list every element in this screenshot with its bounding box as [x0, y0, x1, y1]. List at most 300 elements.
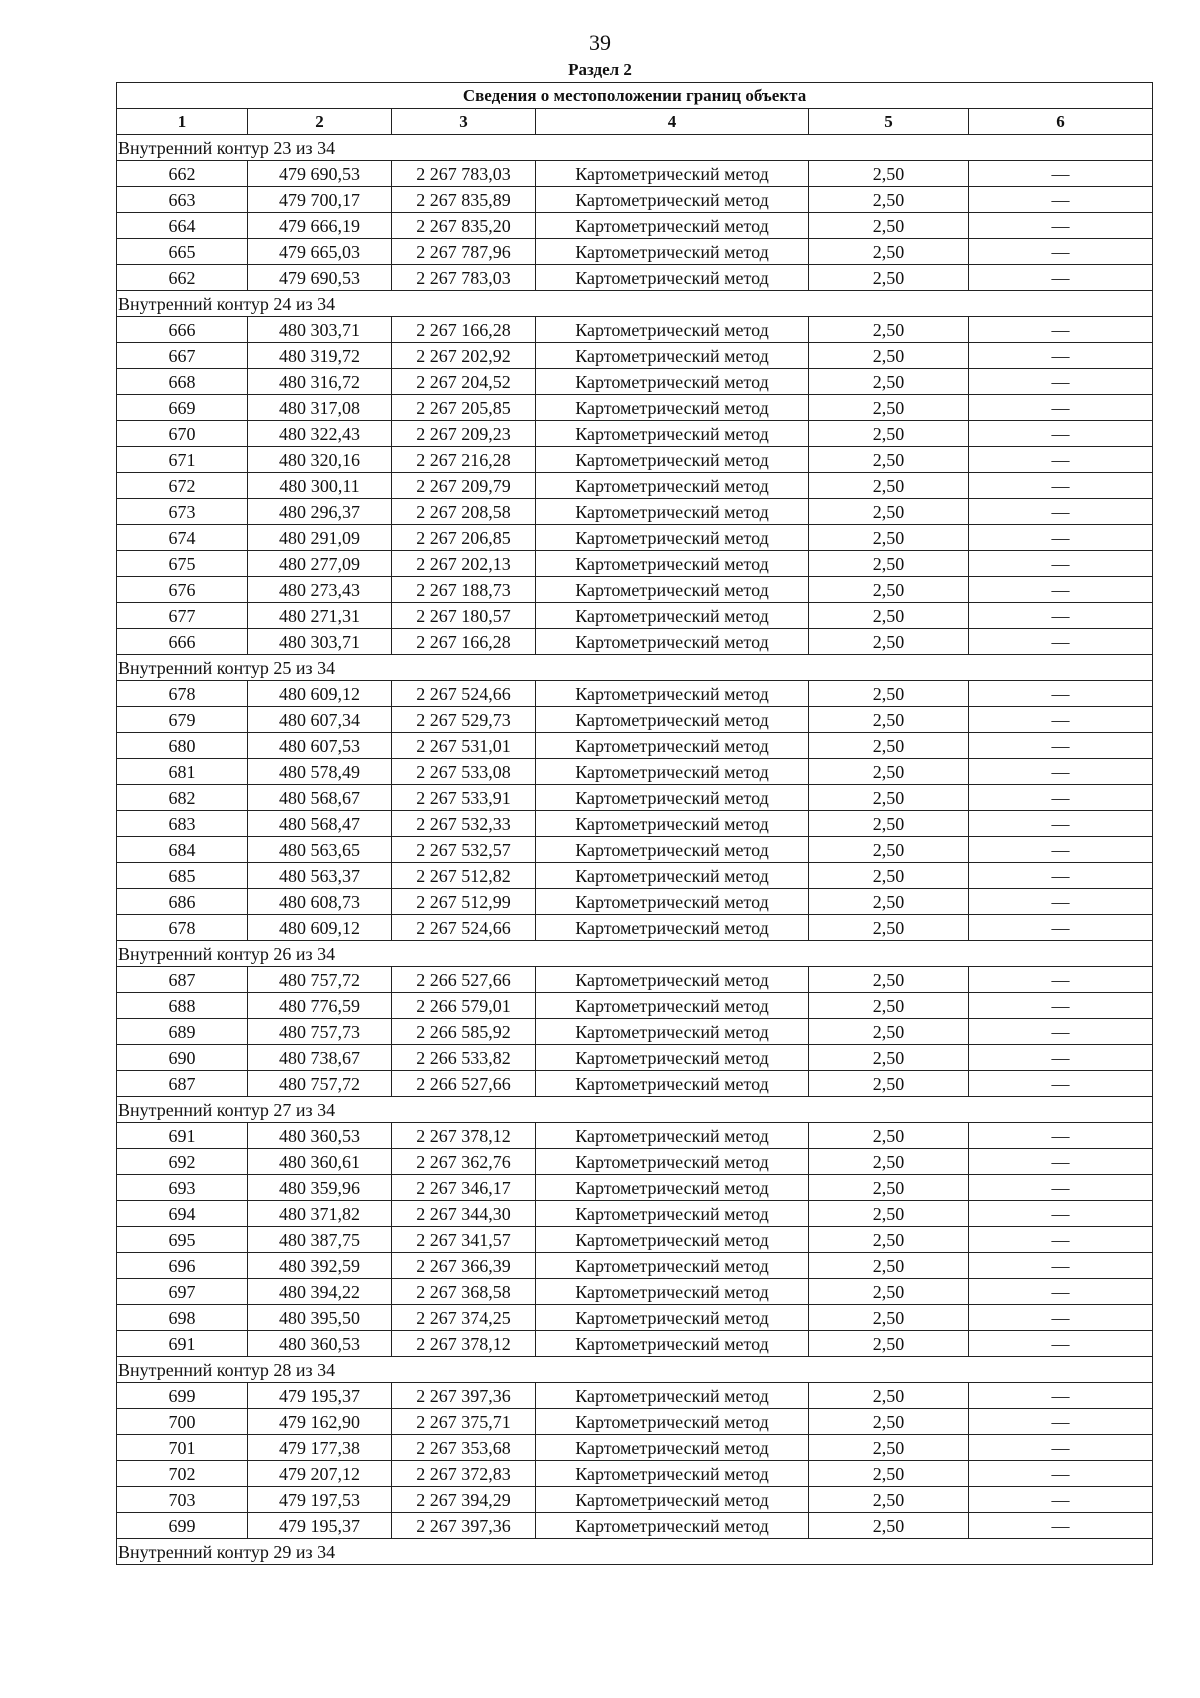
point-number-cell: 688: [117, 993, 248, 1019]
contour-header-row: [117, 1357, 1153, 1383]
method-cell: Картометрический метод: [536, 1149, 809, 1175]
point-number-cell: 703: [117, 1487, 248, 1513]
accuracy-cell: 2,50: [809, 447, 969, 473]
y-coordinate-cell: 2 267 532,33: [392, 811, 536, 837]
point-number-cell: 694: [117, 1201, 248, 1227]
y-coordinate-cell: 2 267 341,57: [392, 1227, 536, 1253]
x-coordinate-cell: 480 757,72: [248, 1071, 392, 1097]
description-cell: —: [969, 1045, 1153, 1071]
description-cell: —: [969, 161, 1153, 187]
x-coordinate-cell: 480 300,11: [248, 473, 392, 499]
description-cell: —: [969, 1253, 1153, 1279]
method-cell: Картометрический метод: [536, 759, 809, 785]
method-cell: Картометрический метод: [536, 863, 809, 889]
x-coordinate-cell: 479 197,53: [248, 1487, 392, 1513]
y-coordinate-cell: 2 266 579,01: [392, 993, 536, 1019]
point-number-cell: 669: [117, 395, 248, 421]
table-row: [117, 811, 1153, 837]
point-number-cell: 696: [117, 1253, 248, 1279]
x-coordinate-cell: 479 162,90: [248, 1409, 392, 1435]
description-cell: —: [969, 1409, 1153, 1435]
table-row: [117, 1461, 1153, 1487]
table-row: [117, 1513, 1153, 1539]
y-coordinate-cell: 2 266 527,66: [392, 1071, 536, 1097]
accuracy-cell: 2,50: [809, 1227, 969, 1253]
description-cell: —: [969, 1383, 1153, 1409]
x-coordinate-cell: 480 607,34: [248, 707, 392, 733]
table-row: [117, 759, 1153, 785]
x-coordinate-cell: 479 207,12: [248, 1461, 392, 1487]
accuracy-cell: 2,50: [809, 629, 969, 655]
point-number-cell: 683: [117, 811, 248, 837]
accuracy-cell: 2,50: [809, 993, 969, 1019]
table-row: [117, 967, 1153, 993]
y-coordinate-cell: 2 267 529,73: [392, 707, 536, 733]
method-cell: Картометрический метод: [536, 265, 809, 291]
contour-label: Внутренний контур 24 из 34: [117, 291, 1153, 317]
description-cell: —: [969, 395, 1153, 421]
x-coordinate-cell: 480 392,59: [248, 1253, 392, 1279]
table-row: [117, 213, 1153, 239]
description-cell: —: [969, 343, 1153, 369]
method-cell: Картометрический метод: [536, 837, 809, 863]
accuracy-cell: 2,50: [809, 785, 969, 811]
table-row: [117, 1279, 1153, 1305]
description-cell: —: [969, 1175, 1153, 1201]
table-row: [117, 499, 1153, 525]
contour-label: Внутренний контур 29 из 34: [117, 1539, 1153, 1565]
accuracy-cell: 2,50: [809, 395, 969, 421]
accuracy-cell: 2,50: [809, 1045, 969, 1071]
description-cell: —: [969, 1227, 1153, 1253]
x-coordinate-cell: 480 360,61: [248, 1149, 392, 1175]
accuracy-cell: 2,50: [809, 1461, 969, 1487]
table-title-row: [117, 83, 1153, 109]
x-coordinate-cell: 480 360,53: [248, 1331, 392, 1357]
method-cell: Картометрический метод: [536, 1227, 809, 1253]
y-coordinate-cell: 2 267 374,25: [392, 1305, 536, 1331]
table-row: [117, 1201, 1153, 1227]
description-cell: —: [969, 1305, 1153, 1331]
x-coordinate-cell: 480 296,37: [248, 499, 392, 525]
y-coordinate-cell: 2 267 344,30: [392, 1201, 536, 1227]
table-row: [117, 1305, 1153, 1331]
accuracy-cell: 2,50: [809, 811, 969, 837]
point-number-cell: 681: [117, 759, 248, 785]
method-cell: Картометрический метод: [536, 1487, 809, 1513]
y-coordinate-cell: 2 267 346,17: [392, 1175, 536, 1201]
table-row: [117, 447, 1153, 473]
y-coordinate-cell: 2 267 208,58: [392, 499, 536, 525]
x-coordinate-cell: 480 607,53: [248, 733, 392, 759]
description-cell: —: [969, 993, 1153, 1019]
y-coordinate-cell: 2 267 366,39: [392, 1253, 536, 1279]
table-row: [117, 915, 1153, 941]
table-row: [117, 1487, 1153, 1513]
accuracy-cell: 2,50: [809, 1201, 969, 1227]
point-number-cell: 682: [117, 785, 248, 811]
accuracy-cell: 2,50: [809, 603, 969, 629]
y-coordinate-cell: 2 267 512,99: [392, 889, 536, 915]
y-coordinate-cell: 2 267 397,36: [392, 1513, 536, 1539]
table-row: [117, 629, 1153, 655]
x-coordinate-cell: 480 277,09: [248, 551, 392, 577]
point-number-cell: 666: [117, 317, 248, 343]
method-cell: Картометрический метод: [536, 733, 809, 759]
method-cell: Картометрический метод: [536, 1175, 809, 1201]
x-coordinate-cell: 480 776,59: [248, 993, 392, 1019]
method-cell: Картометрический метод: [536, 811, 809, 837]
method-cell: Картометрический метод: [536, 395, 809, 421]
method-cell: Картометрический метод: [536, 1019, 809, 1045]
x-coordinate-cell: 480 303,71: [248, 317, 392, 343]
y-coordinate-cell: 2 267 204,52: [392, 369, 536, 395]
x-coordinate-cell: 480 273,43: [248, 577, 392, 603]
y-coordinate-cell: 2 267 202,92: [392, 343, 536, 369]
method-cell: Картометрический метод: [536, 1461, 809, 1487]
description-cell: —: [969, 213, 1153, 239]
y-coordinate-cell: 2 267 209,79: [392, 473, 536, 499]
accuracy-cell: 2,50: [809, 499, 969, 525]
point-number-cell: 662: [117, 161, 248, 187]
description-cell: —: [969, 733, 1153, 759]
method-cell: Картометрический метод: [536, 603, 809, 629]
point-number-cell: 667: [117, 343, 248, 369]
description-cell: —: [969, 499, 1153, 525]
y-coordinate-cell: 2 267 397,36: [392, 1383, 536, 1409]
x-coordinate-cell: 479 665,03: [248, 239, 392, 265]
description-cell: —: [969, 1461, 1153, 1487]
y-coordinate-cell: 2 267 375,71: [392, 1409, 536, 1435]
description-cell: —: [969, 759, 1153, 785]
y-coordinate-cell: 2 267 532,57: [392, 837, 536, 863]
table-body: [117, 135, 1153, 1565]
column-header-row: [117, 109, 1153, 135]
method-cell: Картометрический метод: [536, 577, 809, 603]
description-cell: —: [969, 551, 1153, 577]
point-number-cell: 666: [117, 629, 248, 655]
method-cell: Картометрический метод: [536, 1279, 809, 1305]
description-cell: —: [969, 369, 1153, 395]
accuracy-cell: 2,50: [809, 967, 969, 993]
table-row: [117, 1331, 1153, 1357]
description-cell: —: [969, 889, 1153, 915]
point-number-cell: 677: [117, 603, 248, 629]
description-cell: —: [969, 1123, 1153, 1149]
table-row: [117, 837, 1153, 863]
point-number-cell: 695: [117, 1227, 248, 1253]
contour-header-row: [117, 1539, 1153, 1565]
table-row: [117, 1227, 1153, 1253]
method-cell: Картометрический метод: [536, 161, 809, 187]
table-row: [117, 317, 1153, 343]
x-coordinate-cell: 480 291,09: [248, 525, 392, 551]
table-row: [117, 473, 1153, 499]
table-row: [117, 1175, 1153, 1201]
point-number-cell: 697: [117, 1279, 248, 1305]
method-cell: Картометрический метод: [536, 421, 809, 447]
method-cell: Картометрический метод: [536, 993, 809, 1019]
accuracy-cell: 2,50: [809, 1435, 969, 1461]
x-coordinate-cell: 480 317,08: [248, 395, 392, 421]
description-cell: —: [969, 265, 1153, 291]
accuracy-cell: 2,50: [809, 369, 969, 395]
contour-header-row: [117, 291, 1153, 317]
y-coordinate-cell: 2 267 787,96: [392, 239, 536, 265]
x-coordinate-cell: 480 757,73: [248, 1019, 392, 1045]
accuracy-cell: 2,50: [809, 213, 969, 239]
method-cell: Картометрический метод: [536, 369, 809, 395]
table-row: [117, 733, 1153, 759]
y-coordinate-cell: 2 267 835,20: [392, 213, 536, 239]
description-cell: —: [969, 967, 1153, 993]
point-number-cell: 662: [117, 265, 248, 291]
accuracy-cell: 2,50: [809, 837, 969, 863]
point-number-cell: 701: [117, 1435, 248, 1461]
accuracy-cell: 2,50: [809, 473, 969, 499]
method-cell: Картометрический метод: [536, 915, 809, 941]
y-coordinate-cell: 2 266 533,82: [392, 1045, 536, 1071]
column-header: 3: [392, 109, 536, 135]
point-number-cell: 671: [117, 447, 248, 473]
method-cell: Картометрический метод: [536, 1435, 809, 1461]
table-row: [117, 863, 1153, 889]
y-coordinate-cell: 2 267 362,76: [392, 1149, 536, 1175]
y-coordinate-cell: 2 267 206,85: [392, 525, 536, 551]
description-cell: —: [969, 473, 1153, 499]
y-coordinate-cell: 2 267 378,12: [392, 1123, 536, 1149]
table-title: Сведения о местоположении границ объекта: [117, 83, 1153, 109]
y-coordinate-cell: 2 267 372,83: [392, 1461, 536, 1487]
point-number-cell: 691: [117, 1123, 248, 1149]
method-cell: Картометрический метод: [536, 343, 809, 369]
x-coordinate-cell: 479 666,19: [248, 213, 392, 239]
table-row: [117, 1123, 1153, 1149]
table-row: [117, 1149, 1153, 1175]
point-number-cell: 699: [117, 1383, 248, 1409]
contour-label: Внутренний контур 28 из 34: [117, 1357, 1153, 1383]
table-row: [117, 1019, 1153, 1045]
table-row: [117, 577, 1153, 603]
x-coordinate-cell: 479 690,53: [248, 265, 392, 291]
x-coordinate-cell: 480 371,82: [248, 1201, 392, 1227]
method-cell: Картометрический метод: [536, 525, 809, 551]
accuracy-cell: 2,50: [809, 551, 969, 577]
description-cell: —: [969, 863, 1153, 889]
description-cell: —: [969, 421, 1153, 447]
contour-header-row: [117, 1097, 1153, 1123]
x-coordinate-cell: 479 195,37: [248, 1513, 392, 1539]
y-coordinate-cell: 2 267 166,28: [392, 629, 536, 655]
accuracy-cell: 2,50: [809, 733, 969, 759]
table-row: [117, 1409, 1153, 1435]
accuracy-cell: 2,50: [809, 1175, 969, 1201]
point-number-cell: 699: [117, 1513, 248, 1539]
point-number-cell: 679: [117, 707, 248, 733]
method-cell: Картометрический метод: [536, 681, 809, 707]
point-number-cell: 689: [117, 1019, 248, 1045]
method-cell: Картометрический метод: [536, 1305, 809, 1331]
point-number-cell: 678: [117, 681, 248, 707]
description-cell: —: [969, 447, 1153, 473]
point-number-cell: 668: [117, 369, 248, 395]
accuracy-cell: 2,50: [809, 1409, 969, 1435]
y-coordinate-cell: 2 267 188,73: [392, 577, 536, 603]
y-coordinate-cell: 2 267 533,08: [392, 759, 536, 785]
point-number-cell: 670: [117, 421, 248, 447]
method-cell: Картометрический метод: [536, 889, 809, 915]
contour-header-row: [117, 655, 1153, 681]
description-cell: —: [969, 1149, 1153, 1175]
column-header: 1: [117, 109, 248, 135]
description-cell: —: [969, 1071, 1153, 1097]
method-cell: Картометрический метод: [536, 1045, 809, 1071]
y-coordinate-cell: 2 267 512,82: [392, 863, 536, 889]
method-cell: Картометрический метод: [536, 317, 809, 343]
point-number-cell: 692: [117, 1149, 248, 1175]
method-cell: Картометрический метод: [536, 213, 809, 239]
point-number-cell: 702: [117, 1461, 248, 1487]
x-coordinate-cell: 479 177,38: [248, 1435, 392, 1461]
accuracy-cell: 2,50: [809, 577, 969, 603]
table-row: [117, 161, 1153, 187]
point-number-cell: 687: [117, 967, 248, 993]
point-number-cell: 674: [117, 525, 248, 551]
accuracy-cell: 2,50: [809, 889, 969, 915]
point-number-cell: 673: [117, 499, 248, 525]
description-cell: —: [969, 525, 1153, 551]
table-row: [117, 603, 1153, 629]
description-cell: —: [969, 785, 1153, 811]
point-number-cell: 698: [117, 1305, 248, 1331]
x-coordinate-cell: 480 395,50: [248, 1305, 392, 1331]
description-cell: —: [969, 1279, 1153, 1305]
y-coordinate-cell: 2 267 783,03: [392, 265, 536, 291]
y-coordinate-cell: 2 267 394,29: [392, 1487, 536, 1513]
contour-header-row: [117, 941, 1153, 967]
y-coordinate-cell: 2 267 202,13: [392, 551, 536, 577]
point-number-cell: 665: [117, 239, 248, 265]
table-row: [117, 343, 1153, 369]
accuracy-cell: 2,50: [809, 421, 969, 447]
method-cell: Картометрический метод: [536, 785, 809, 811]
point-number-cell: 663: [117, 187, 248, 213]
method-cell: Картометрический метод: [536, 1201, 809, 1227]
method-cell: Картометрический метод: [536, 1071, 809, 1097]
description-cell: —: [969, 629, 1153, 655]
x-coordinate-cell: 480 316,72: [248, 369, 392, 395]
table-row: [117, 395, 1153, 421]
point-number-cell: 678: [117, 915, 248, 941]
y-coordinate-cell: 2 267 783,03: [392, 161, 536, 187]
y-coordinate-cell: 2 267 524,66: [392, 915, 536, 941]
method-cell: Картометрический метод: [536, 1383, 809, 1409]
y-coordinate-cell: 2 267 353,68: [392, 1435, 536, 1461]
table-row: [117, 265, 1153, 291]
accuracy-cell: 2,50: [809, 1487, 969, 1513]
x-coordinate-cell: 480 387,75: [248, 1227, 392, 1253]
description-cell: —: [969, 1487, 1153, 1513]
point-number-cell: 686: [117, 889, 248, 915]
y-coordinate-cell: 2 267 205,85: [392, 395, 536, 421]
accuracy-cell: 2,50: [809, 1253, 969, 1279]
point-number-cell: 675: [117, 551, 248, 577]
x-coordinate-cell: 479 195,37: [248, 1383, 392, 1409]
accuracy-cell: 2,50: [809, 1383, 969, 1409]
y-coordinate-cell: 2 267 531,01: [392, 733, 536, 759]
point-number-cell: 685: [117, 863, 248, 889]
method-cell: Картометрический метод: [536, 1253, 809, 1279]
accuracy-cell: 2,50: [809, 863, 969, 889]
x-coordinate-cell: 480 303,71: [248, 629, 392, 655]
x-coordinate-cell: 480 322,43: [248, 421, 392, 447]
point-number-cell: 680: [117, 733, 248, 759]
method-cell: Картометрический метод: [536, 473, 809, 499]
y-coordinate-cell: 2 267 835,89: [392, 187, 536, 213]
accuracy-cell: 2,50: [809, 239, 969, 265]
description-cell: —: [969, 317, 1153, 343]
accuracy-cell: 2,50: [809, 265, 969, 291]
y-coordinate-cell: 2 267 166,28: [392, 317, 536, 343]
method-cell: Картометрический метод: [536, 1123, 809, 1149]
column-header: 5: [809, 109, 969, 135]
x-coordinate-cell: 480 360,53: [248, 1123, 392, 1149]
accuracy-cell: 2,50: [809, 187, 969, 213]
y-coordinate-cell: 2 267 209,23: [392, 421, 536, 447]
section-title: Раздел 2: [568, 60, 632, 79]
method-cell: Картометрический метод: [536, 499, 809, 525]
column-header: 6: [969, 109, 1153, 135]
point-number-cell: 693: [117, 1175, 248, 1201]
description-cell: —: [969, 681, 1153, 707]
accuracy-cell: 2,50: [809, 681, 969, 707]
table-row: [117, 1045, 1153, 1071]
y-coordinate-cell: 2 266 585,92: [392, 1019, 536, 1045]
accuracy-cell: 2,50: [809, 1279, 969, 1305]
accuracy-cell: 2,50: [809, 1305, 969, 1331]
y-coordinate-cell: 2 267 533,91: [392, 785, 536, 811]
description-cell: —: [969, 915, 1153, 941]
contour-label: Внутренний контур 25 из 34: [117, 655, 1153, 681]
description-cell: —: [969, 1201, 1153, 1227]
method-cell: Картометрический метод: [536, 629, 809, 655]
y-coordinate-cell: 2 267 378,12: [392, 1331, 536, 1357]
accuracy-cell: 2,50: [809, 707, 969, 733]
point-number-cell: 684: [117, 837, 248, 863]
accuracy-cell: 2,50: [809, 759, 969, 785]
boundary-table: [116, 82, 1153, 1565]
x-coordinate-cell: 479 690,53: [248, 161, 392, 187]
contour-label: Внутренний контур 26 из 34: [117, 941, 1153, 967]
column-header: 4: [536, 109, 809, 135]
method-cell: Картометрический метод: [536, 447, 809, 473]
table-row: [117, 1253, 1153, 1279]
x-coordinate-cell: 480 320,16: [248, 447, 392, 473]
description-cell: —: [969, 577, 1153, 603]
description-cell: —: [969, 239, 1153, 265]
table-row: [117, 187, 1153, 213]
accuracy-cell: 2,50: [809, 1513, 969, 1539]
method-cell: Картометрический метод: [536, 1331, 809, 1357]
description-cell: —: [969, 837, 1153, 863]
table-row: [117, 707, 1153, 733]
method-cell: Картометрический метод: [536, 967, 809, 993]
x-coordinate-cell: 480 609,12: [248, 681, 392, 707]
table-row: [117, 1383, 1153, 1409]
accuracy-cell: 2,50: [809, 1019, 969, 1045]
x-coordinate-cell: 480 757,72: [248, 967, 392, 993]
point-number-cell: 664: [117, 213, 248, 239]
